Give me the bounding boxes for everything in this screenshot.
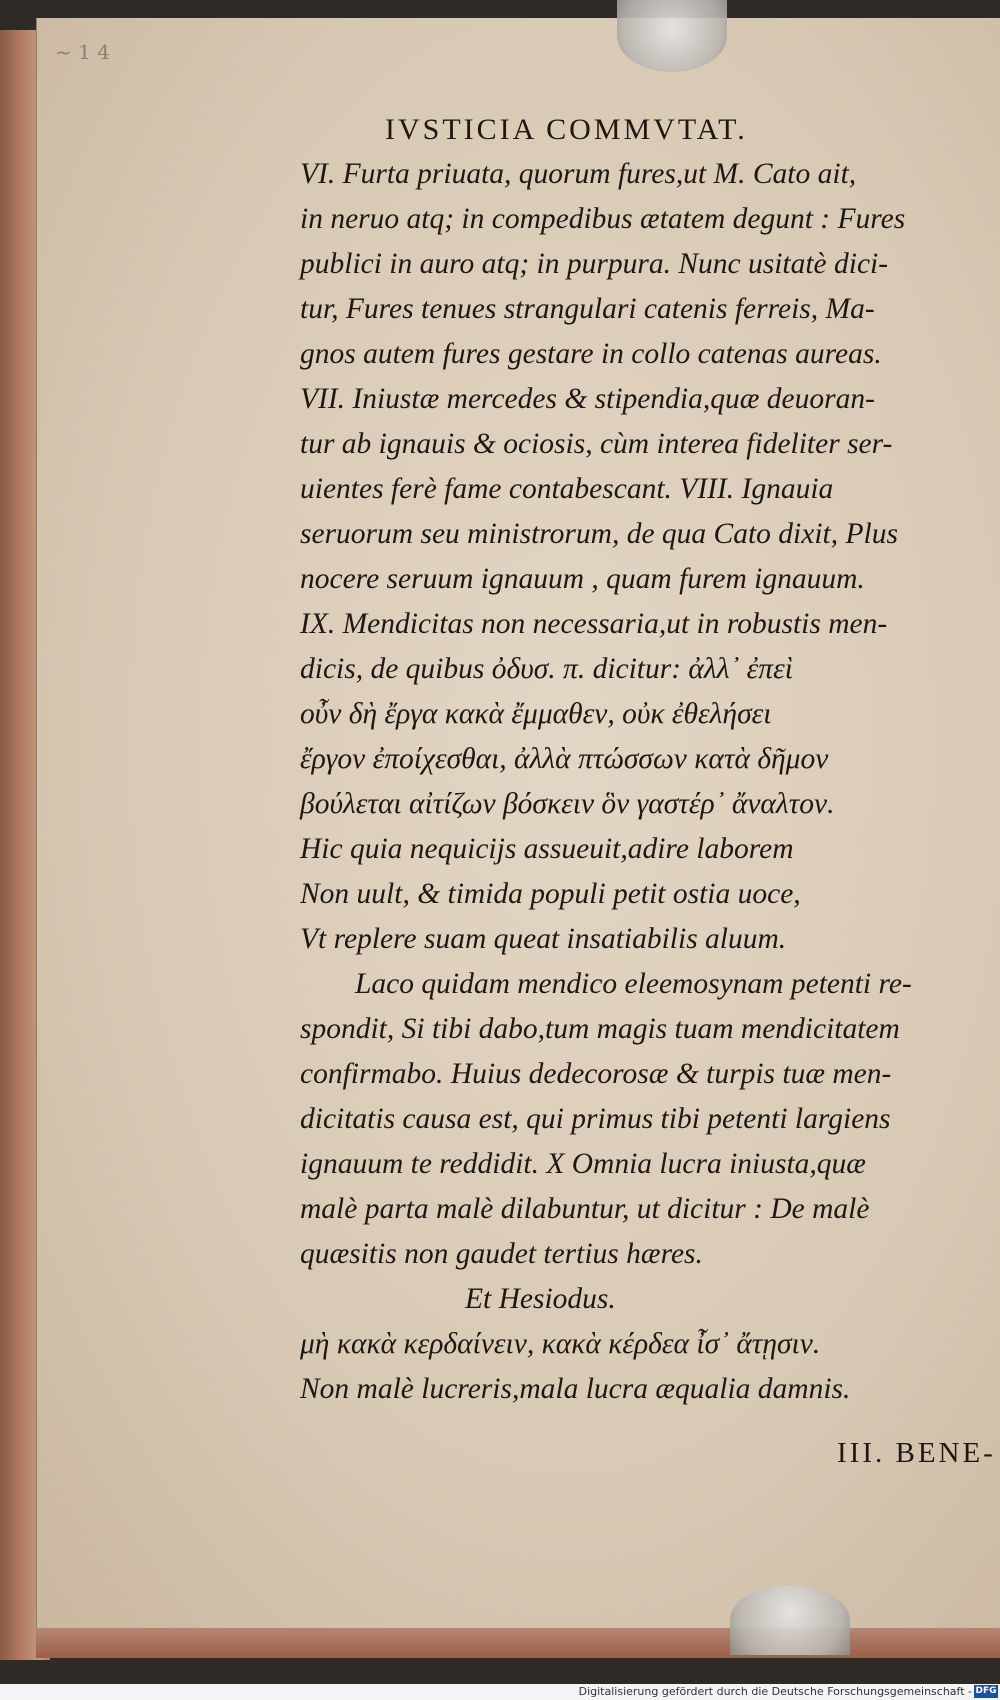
text-line: in neruo atq; in compedibus ætatem degunt : Fures — [300, 203, 906, 235]
text-line: gnos autem fures gestare in collo catenas aureas. — [300, 338, 882, 370]
text-line: seruorum seu ministrorum, de qua Cato dixit, Plus — [300, 518, 898, 550]
verse-line: Vt replere suam queat insatiabilis aluum. — [300, 923, 787, 955]
greek-line: οὖν δὴ ἔργα κακὰ ἔμμαθεν, οὐκ ἐθελήσει — [300, 698, 772, 730]
text-line: confirmabo. Huius dedecorosæ & turpis tuæ men- — [300, 1058, 892, 1090]
greek-line: βούλεται αἰτίζων βόσκειν ὃν γαστέρ᾽ ἄναλτον. — [300, 788, 835, 820]
text-line: dicis, de quibus ὀδυσ. π. dicitur: ἀλλ᾽ ἐπεὶ — [300, 653, 793, 685]
dfg-logo-icon: DFG — [975, 1686, 997, 1696]
page-bottom-edge — [36, 1628, 1000, 1658]
verse-line: Non malè lucreris,mala lucra æqualia damnis. — [300, 1373, 851, 1405]
text-line: dicitatis causa est, qui primus tibi petenti largiens — [300, 1103, 891, 1135]
glass-clip-top — [617, 0, 727, 72]
catchword: III. BENE- — [837, 1437, 996, 1469]
text-line: Laco quidam mendico eleemosynam petenti re- — [355, 968, 912, 1000]
attribution-line: Et Hesiodus. — [465, 1283, 616, 1315]
digitization-credit: Digitalisierung gefördert durch die Deutsche Forschungsgemeinschaft - — [578, 1685, 972, 1698]
running-head: IVSTICIA COMMVTAT. — [385, 113, 748, 146]
greek-line: μὴ κακὰ κερδαίνειν, κακὰ κέρδεα ἶσ᾽ ἄτῃσιν. — [300, 1328, 821, 1360]
folio-mark: ~ 1 4 — [55, 40, 110, 64]
text-line: tur ab ignauis & ociosis, cùm interea fideliter ser- — [300, 428, 893, 460]
text-line: VII. Iniustæ mercedes & stipendia,quæ deuoran- — [300, 383, 875, 415]
text-line: malè parta malè dilabuntur, ut dicitur : De malè — [300, 1193, 870, 1225]
text-line: publici in auro atq; in purpura. Nunc usitatè dici- — [300, 248, 889, 280]
text-line: VI. Furta priuata, quorum fures,ut M. Cato ait, — [300, 158, 857, 190]
text-line: spondit, Si tibi dabo,tum magis tuam mendicitatem — [300, 1013, 900, 1045]
text-line: IX. Mendicitas non necessaria,ut in robustis men- — [300, 608, 888, 640]
text-line: nocere seruum ignauum , quam furem ignauum. — [300, 563, 865, 595]
text-line: ignauum te reddidit. X Omnia lucra iniusta,quæ — [300, 1148, 866, 1180]
text-line: tur, Fures tenues strangulari catenis ferreis, Ma- — [300, 293, 875, 325]
verse-line: Non uult, & timida populi petit ostia uoce, — [300, 878, 801, 910]
text-line: quæsitis non gaudet tertius hæres. — [300, 1238, 703, 1270]
greek-line: ἔργον ἐποίχεσθαι, ἀλλὰ πτώσσων κατὰ δῆμον — [300, 743, 829, 775]
glass-clip-bottom — [730, 1585, 850, 1655]
text-line: uientes ferè fame contabescant. VIII. Ignauia — [300, 473, 834, 505]
text-block — [300, 108, 990, 1412]
verse-line: Hic quia nequicijs assueuit,adire laborem — [300, 833, 794, 865]
